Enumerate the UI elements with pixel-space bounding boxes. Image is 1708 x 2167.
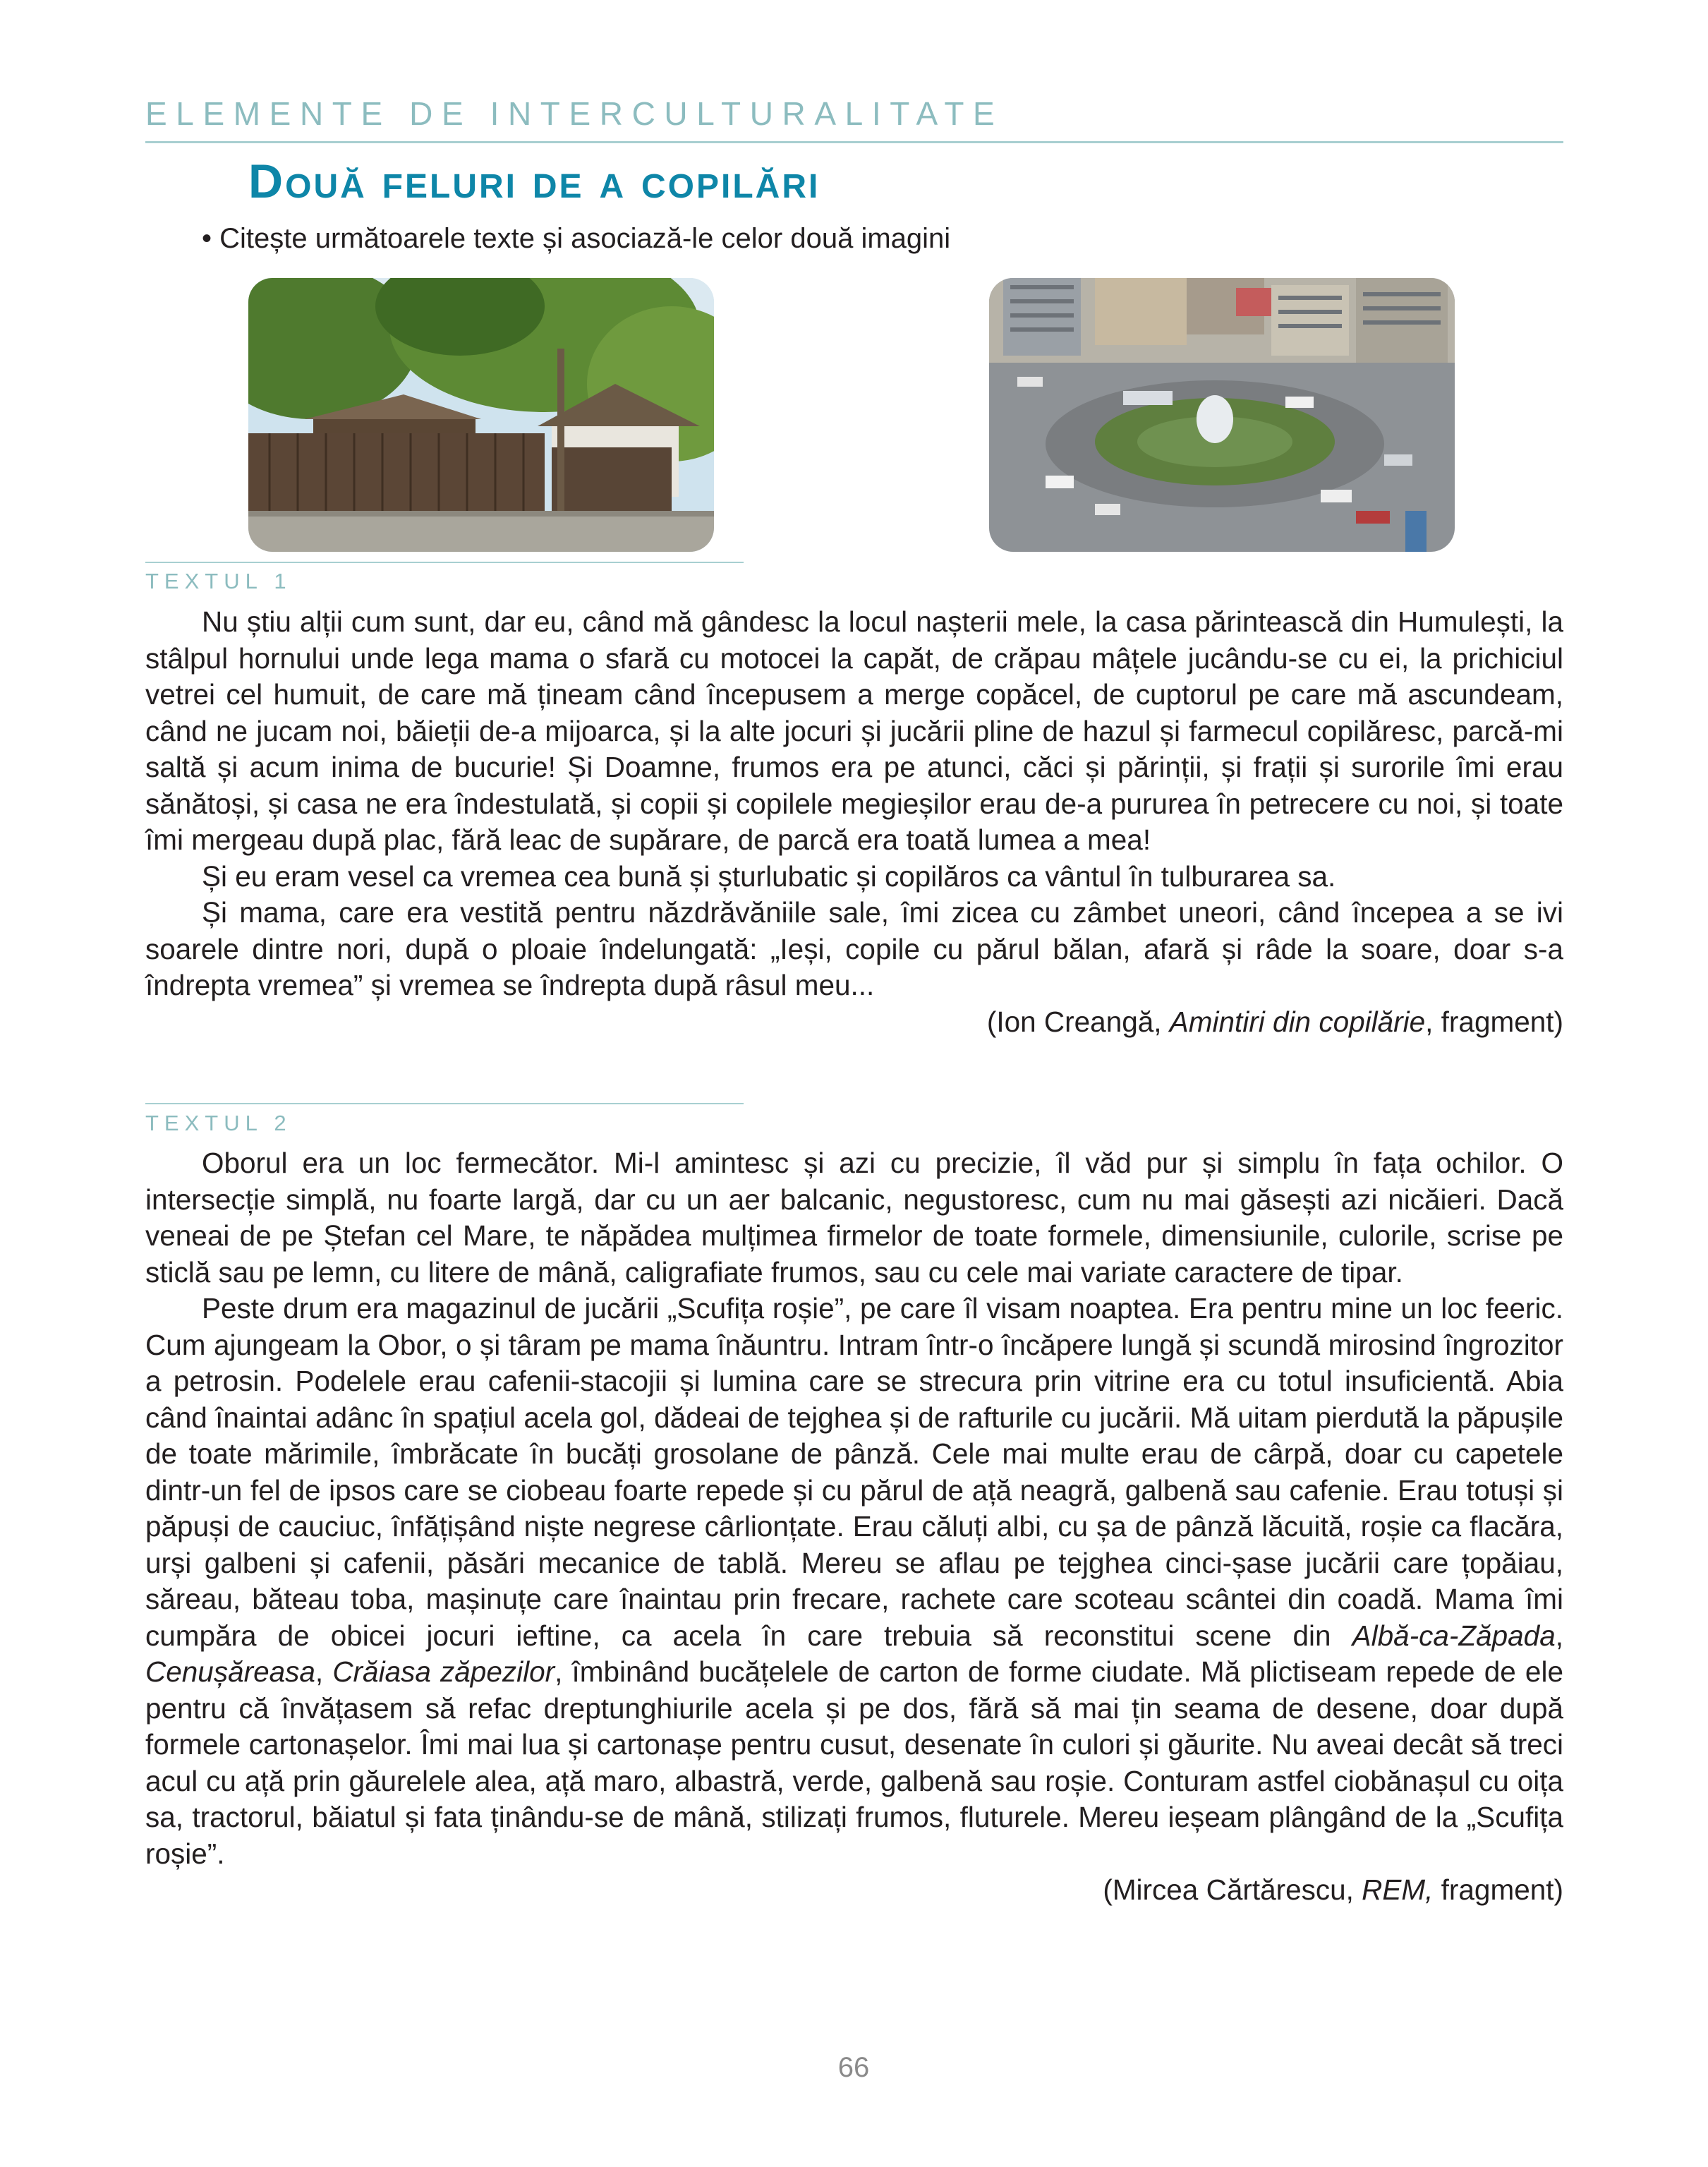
text2-sep-2: ,	[315, 1655, 333, 1688]
text2-paragraph-2	[145, 1291, 1563, 1872]
text2-body	[145, 1145, 1563, 1909]
text2-p2-part-a: Peste drum era magazinul de jucării „Scufița roșie”, pe care îl visam noaptea. Era pentru mine un loc feeric. Cum ajungeam la Obor, o și târam pe mama înăuntru. Intram într-o încăpere lungă și scundă mirosind îngrozitor a petrosin. Podelele erau cafenii-stacojii și lumina care se strecura prin vitrine era cu totul insuficientă. Abia când înaintai adânc în spațiul acela gol, dădeai de tejghea și de rafturile cu jucării. Mă uitam pierdută la păpușile de toate mărimile, îmbrăcate în bucăți grosolane de pânză. Cele mai multe erau de cârpă, doar cu capetele dintr-un fel de ipsos care se ciobeau foarte repede și cu părul de ață neagră, galbenă sau cafenie. Erau totuși și păpuși de cauciuc, înfățișând niște negrese cârlionțate. Erau căluți albi, cu șa de pânză lăcuită, roșie ca flacăra, urși galbeni și cafenii, păsări mecanice de tablă. Mereu se aflau pe tejghea cinci-șase jucării care țopăiau, săreau, băteau toba, mașinuțe care înaintau prin frecare, rachete care scoteau scântei din coadă. Mama îmi cumpăra de obicei jocuri ieftine, ca acela în care trebuia să reconstitui scene din	[145, 1292, 1563, 1652]
text2-work-2: Cenușăreasa	[145, 1655, 315, 1688]
text2-work-1: Albă-ca-Zăpada	[1352, 1619, 1556, 1652]
text1-paragraph-3: Și mama, care era vestită pentru năzdrăvăniile sale, îmi zicea cu zâmbet uneori, când începea a se ivi soarele dintre nori, după o ploaie îndelungată: „Ieși, copile cu părul bălan, afară și râde la soare, doar s-a îndrepta vremea” și vremea se îndrepta după râsul meu...	[145, 896, 1563, 1001]
section-divider	[145, 141, 1563, 143]
text2-source-open: (Mircea Cărtărescu,	[1103, 1873, 1362, 1906]
text2-label: TEXTUL 2	[145, 1111, 292, 1135]
page-title: Două feluri de a copilări	[248, 155, 820, 208]
village-gate-photo	[248, 278, 714, 552]
text1-source-close: , fragment)	[1425, 1005, 1563, 1038]
text1-source-work: Amintiri din copilărie	[1169, 1005, 1426, 1038]
text2-rule	[145, 1103, 744, 1104]
text2-p2-part-b: , îmbinând bucățelele de carton de forme ciudate. Mă plictiseam repede de ele pentru că învățasem să refac dreptunghiurile acela și pe dos, fără să mai țin seama de desene, doar după formele cartonașelor. Îmi mai lua și cartonașe pentru cusut, desenate în culori și găurite. Nu aveai decât să treci acul cu ață prin găurelele alea, ață maro, albastră, verde, galbenă sau roșie. Conturam astfel ciobănașul cu oița sa, tractorul, băiatul și fata ținându-se de mână, stilizați frumos, fluturele. Mereu ieșeam plângând de la „Scufița roșie”.	[145, 1655, 1563, 1870]
section-label: ELEMENTE DE INTERCULTURALITATE	[145, 95, 1004, 132]
text2-source	[145, 1872, 1563, 1909]
text1-source-open: (Ion Creangă,	[986, 1005, 1170, 1038]
text1-paragraph-2: Și eu eram vesel ca vremea cea bună și șturlubatic și copilăros ca vântul în tulburarea sa.	[202, 859, 1336, 893]
text1-source	[145, 1004, 1563, 1041]
text2-source-work: REM,	[1362, 1873, 1434, 1906]
text2-work-3: Crăiasa zăpezilor	[332, 1655, 555, 1688]
page-number: 66	[837, 2052, 870, 2083]
text1-label: TEXTUL 1	[145, 569, 292, 593]
text2-source-close: fragment)	[1433, 1873, 1563, 1906]
text2-sep-1: ,	[1555, 1619, 1563, 1652]
text1-paragraph-1: Nu știu alții cum sunt, dar eu, când mă gândesc la locul nașterii mele, la casa părintească din Humulești, la stâlpul hornului unde lega mama o sfară cu motocei la capăt, de crăpau mâțele jucându-se cu ei, la prichiciul vetrei cel humuit, de care mă țineam când începusem a merge copăcel, de cuptorul pe care mă ascundeam, când ne jucam noi, băieții de-a mijoarca, și la alte jocuri și jucării pline de hazul și farmecul copilăresc, parcă-mi saltă și acum inima de bucurie! Și Doamne, frumos era pe atunci, căci și părinții, și frații și surorile îmi erau sănătoși, și casa ne era îndestulată, și copii și copilele megieșilor erau de-a pururea în petrecere cu noi, și toate îmi mergeau după plac, fără leac de supărare, de parcă era toată lumea a mea!	[145, 605, 1563, 856]
text1-rule	[145, 562, 744, 563]
city-roundabout-photo	[989, 278, 1455, 552]
instruction: • Citește următoarele texte și asociază-le celor două imagini	[202, 223, 951, 254]
text1-body	[145, 604, 1563, 1040]
text2-paragraph-1: Oborul era un loc fermecător. Mi-l amintesc și azi cu precizie, îl văd pur și simplu în fața ochilor. O intersecție simplă, nu foarte largă, dar cu un aer balcanic, negustoresc, cum nu mai găsești azi nicăieri. Dacă veneai de pe Ștefan cel Mare, te năpădea mulțimea firmelor de toate formele, dimensiunile, culorile, scrise pe sticlă sau pe lemn, cu litere de mână, caligrafiate frumos, sau cu cele mai variate caractere de tipar.	[145, 1147, 1563, 1288]
